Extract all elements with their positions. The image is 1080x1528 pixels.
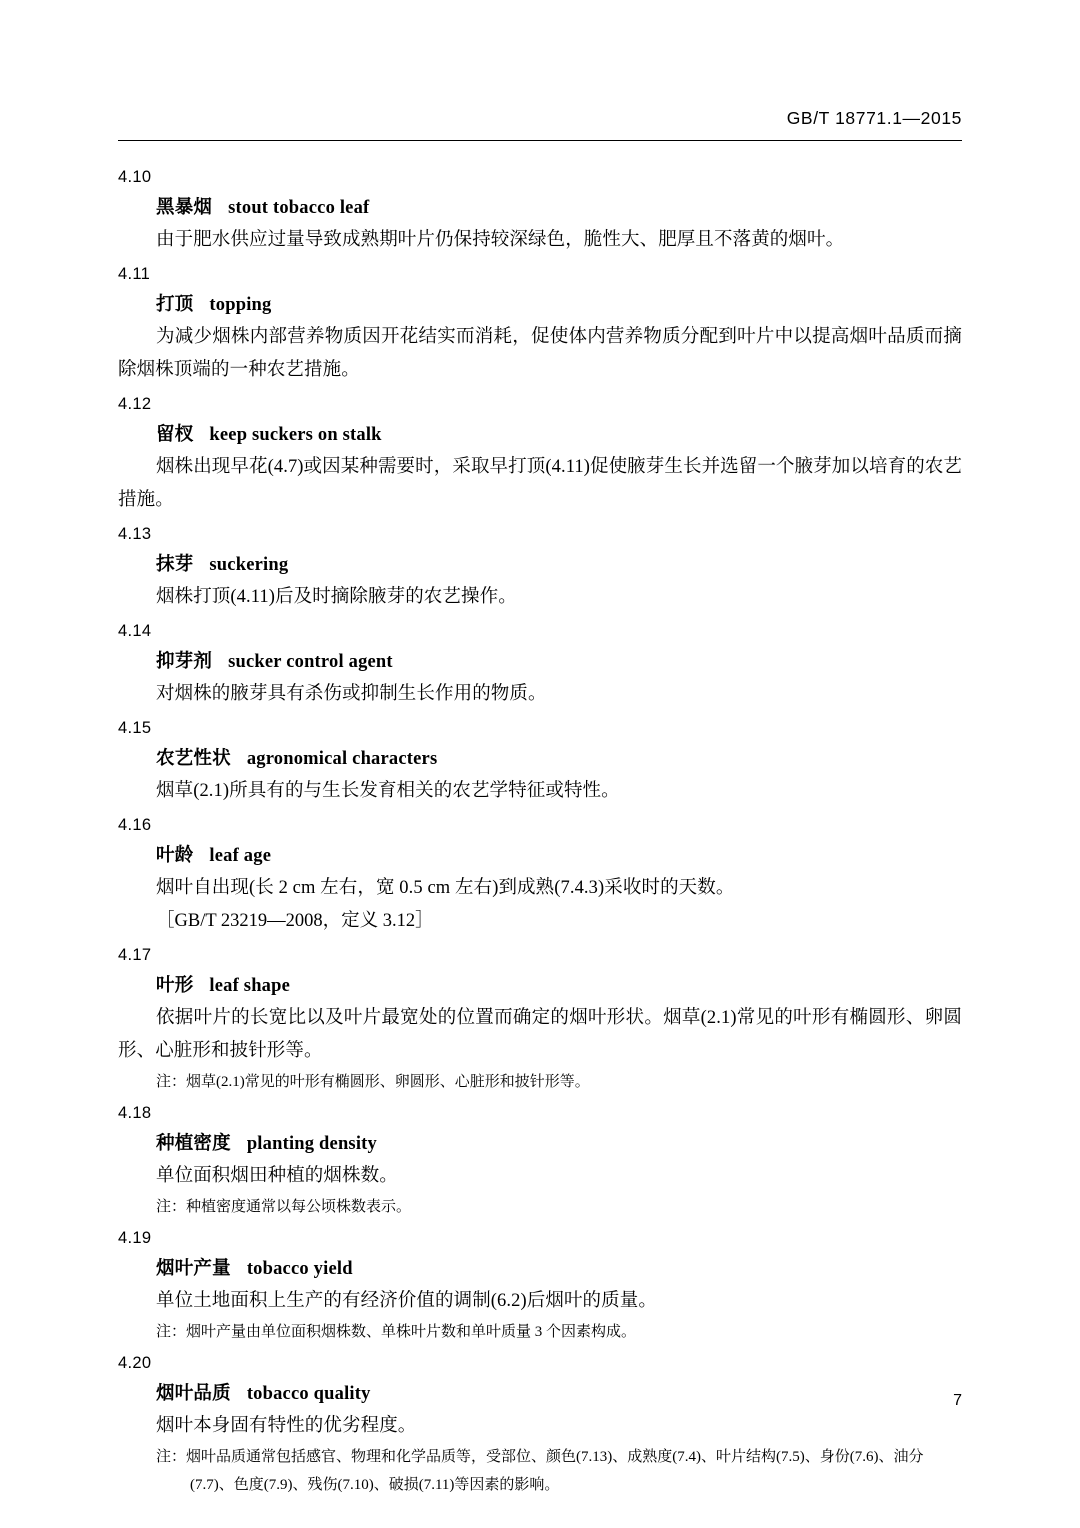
entry-term — [156, 192, 962, 224]
term-entry — [118, 519, 962, 614]
entry-term-en: planting density — [246, 1134, 377, 1154]
entry-term-en: leaf shape — [209, 976, 291, 996]
entry-note: 注：烟叶产量由单位面积烟株数、单株叶片数和单叶质量 3 个因素构成。 — [156, 1324, 637, 1340]
page-number: 7 — [953, 1392, 962, 1409]
term-entry — [118, 389, 962, 517]
entry-term-cn: 打顶 — [156, 295, 194, 315]
entry-term-en: tobacco quality — [246, 1384, 371, 1404]
entry-definition: 烟株打顶(4.11)后及时摘除腋芽的农艺操作。 — [156, 587, 517, 607]
entry-term-cn: 叶龄 — [156, 846, 194, 866]
entry-definition: 烟草(2.1)所具有的与生长发育相关的农艺学特征或特性。 — [156, 781, 620, 801]
entry-note-line1: 注：烟叶品质通常包括感官、物理和化学品质等，受部位、颜色(7.13)、成熟度(7.4)、叶片结构(7.5)、身份(7.6)、油分 — [156, 1449, 924, 1465]
entry-term-en: leaf age — [209, 846, 272, 866]
entry-definition: 烟株出现早花(4.7)或因某种需要时，采取早打顶(4.11)促使腋芽生长并选留一个腋芽加以培育的农艺措施。 — [118, 457, 962, 510]
entry-term — [156, 1253, 962, 1285]
entry-number: 4.18 — [118, 1104, 152, 1122]
entry-term — [156, 419, 962, 451]
entry-definition: 由于肥水供应过量导致成熟期叶片仍保持较深绿色，脆性大、肥厚且不落黄的烟叶。 — [156, 230, 845, 250]
term-entry — [118, 1098, 962, 1221]
entry-term-cn: 农艺性状 — [156, 749, 231, 769]
entry-term-cn: 种植密度 — [156, 1134, 231, 1154]
entry-term-en: stout tobacco leaf — [228, 198, 370, 218]
header-divider — [118, 140, 962, 141]
entry-term-cn: 抹芽 — [156, 555, 194, 575]
entry-number: 4.16 — [118, 816, 152, 834]
entry-definition: 依据叶片的长宽比以及叶片最宽处的位置而确定的烟叶形状。烟草(2.1)常见的叶形有椭圆形、卵圆形、心脏形和披针形等。 — [118, 1008, 962, 1061]
term-entry — [118, 616, 962, 711]
entry-definition: 烟叶自出现(长 2 cm 左右，宽 0.5 cm 左右)到成熟(7.4.3)采收时的天数。 — [156, 878, 735, 898]
entry-term — [156, 840, 962, 872]
entry-number: 4.12 — [118, 395, 152, 413]
document-content — [118, 160, 962, 1499]
entry-term-cn: 叶形 — [156, 976, 194, 996]
entry-note — [156, 1443, 962, 1499]
entry-term-cn: 抑芽剂 — [156, 652, 213, 672]
entry-source-reference: ［GB/T 23219—2008，定义 3.12］ — [156, 911, 434, 931]
entry-term — [156, 970, 962, 1002]
entry-term-en: tobacco yield — [246, 1259, 353, 1279]
entry-term — [156, 549, 962, 581]
term-entry — [118, 810, 962, 938]
entry-term — [156, 1378, 962, 1410]
entry-term-en: sucker control agent — [228, 652, 393, 672]
entry-note-line2: (7.7)、色度(7.9)、残伤(7.10)、破损(7.11)等因素的影响。 — [190, 1477, 560, 1493]
entry-note: 注：烟草(2.1)常见的叶形有椭圆形、卵圆形、心脏形和披针形等。 — [156, 1074, 590, 1090]
entry-number: 4.11 — [118, 265, 151, 283]
entry-term-cn: 烟叶产量 — [156, 1259, 231, 1279]
entry-term — [156, 289, 962, 321]
entry-number: 4.15 — [118, 719, 152, 737]
entry-number: 4.20 — [118, 1354, 152, 1372]
entry-note: 注：种植密度通常以每公顷株数表示。 — [156, 1199, 412, 1215]
entry-number: 4.10 — [118, 168, 152, 186]
entry-definition: 单位土地面积上生产的有经济价值的调制(6.2)后烟叶的质量。 — [156, 1291, 657, 1311]
entry-definition: 对烟株的腋芽具有杀伤或抑制生长作用的物质。 — [156, 684, 547, 704]
term-entry — [118, 259, 962, 387]
term-entry — [118, 162, 962, 257]
term-entry — [118, 713, 962, 808]
entry-term — [156, 1128, 962, 1160]
term-entry — [118, 940, 962, 1096]
entry-term — [156, 646, 962, 678]
entry-number: 4.14 — [118, 622, 152, 640]
entry-definition: 单位面积烟田种植的烟株数。 — [156, 1166, 398, 1186]
entry-number: 4.13 — [118, 525, 152, 543]
entry-term — [156, 743, 962, 775]
entry-definition: 烟叶本身固有特性的优劣程度。 — [156, 1416, 417, 1436]
entry-term-en: agronomical characters — [246, 749, 438, 769]
term-entry — [118, 1223, 962, 1346]
entry-term-cn: 烟叶品质 — [156, 1384, 231, 1404]
term-entry — [118, 1348, 962, 1499]
entry-number: 4.19 — [118, 1229, 152, 1247]
entry-term-en: keep suckers on stalk — [209, 425, 382, 445]
entry-term-cn: 留杈 — [156, 425, 194, 445]
entry-number: 4.17 — [118, 946, 152, 964]
entry-definition: 为减少烟株内部营养物质因开花结实而消耗，促使体内营养物质分配到叶片中以提高烟叶品质而摘除烟株顶端的一种农艺措施。 — [118, 327, 962, 380]
entry-term-en: topping — [209, 295, 272, 315]
entry-term-cn: 黑暴烟 — [156, 198, 213, 218]
entry-term-en: suckering — [209, 555, 289, 575]
page-header-standard-code: GB/T 18771.1—2015 — [786, 108, 962, 128]
